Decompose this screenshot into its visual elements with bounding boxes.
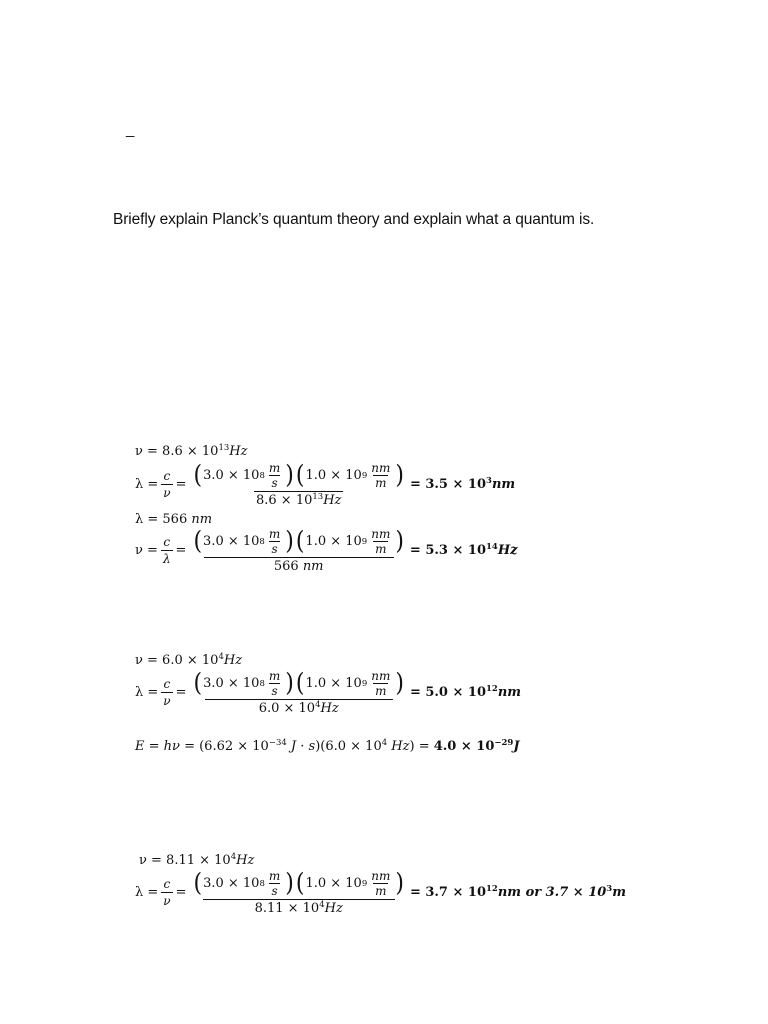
block1-frequency: $\nu = 8.6 \times 10^{13}Hz$: [135, 443, 248, 459]
block3-frequency: $\nu = 8.11 \times 10^4Hz$: [139, 852, 255, 868]
block2-wavelength-eq: λ = $\frac{c}{\nu}$ = ( 3.0 × 10 8 $\frac{m}{s}$ ) ( 1.0 × 10 9 $\frac{nm}{m}$ ) $6.0 \times 10^4Hz$ = $5.0 \times 10^{12}nm$: [135, 668, 522, 716]
block1-wavelength-value: λ = 566 nm: [135, 512, 213, 527]
blank-line: _: [126, 121, 135, 138]
block1-frequency-eq: ν = $\frac{c}{\lambda}$ = ( 3.0 × 10 8 $\frac{m}{s}$ ) ( 1.0 × 10 9 $\frac{nm}{m}$ ) 566 nm = $5.3 \times 10^{14}Hz$: [135, 526, 518, 574]
block2-energy-eq: $E = h\nu = (6.62 \times 10^{-34}$ $J \cdot s)(6.0 \times 10^4$ $Hz) = 4.0 \times 10^{-29}J$: [135, 738, 520, 754]
block1-wavelength-eq: λ = $\frac{c}{\nu}$ = ( 3.0 × 10 8 $\frac{m}{s}$ ) ( 1.0 × 10 9 $\frac{nm}{m}$ ) $8.6 \times 10^{13}Hz$ = $3.5 \times 10^3nm$: [135, 460, 516, 508]
block3-wavelength-eq: λ = $\frac{c}{\nu}$ = ( 3.0 × 10 8 $\frac{m}{s}$ ) ( 1.0 × 10 9 $\frac{nm}{m}$ ) $8.11 \times 10^4Hz$ = $3.7 \times 10^{12}nm$ or $3.7 \times 10^3m$: [135, 868, 626, 916]
question-text: Briefly explain Planck’s quantum theory and explain what a quantum is.: [113, 211, 595, 228]
block2-frequency: $\nu = 6.0 \times 10^4Hz$: [135, 652, 243, 668]
